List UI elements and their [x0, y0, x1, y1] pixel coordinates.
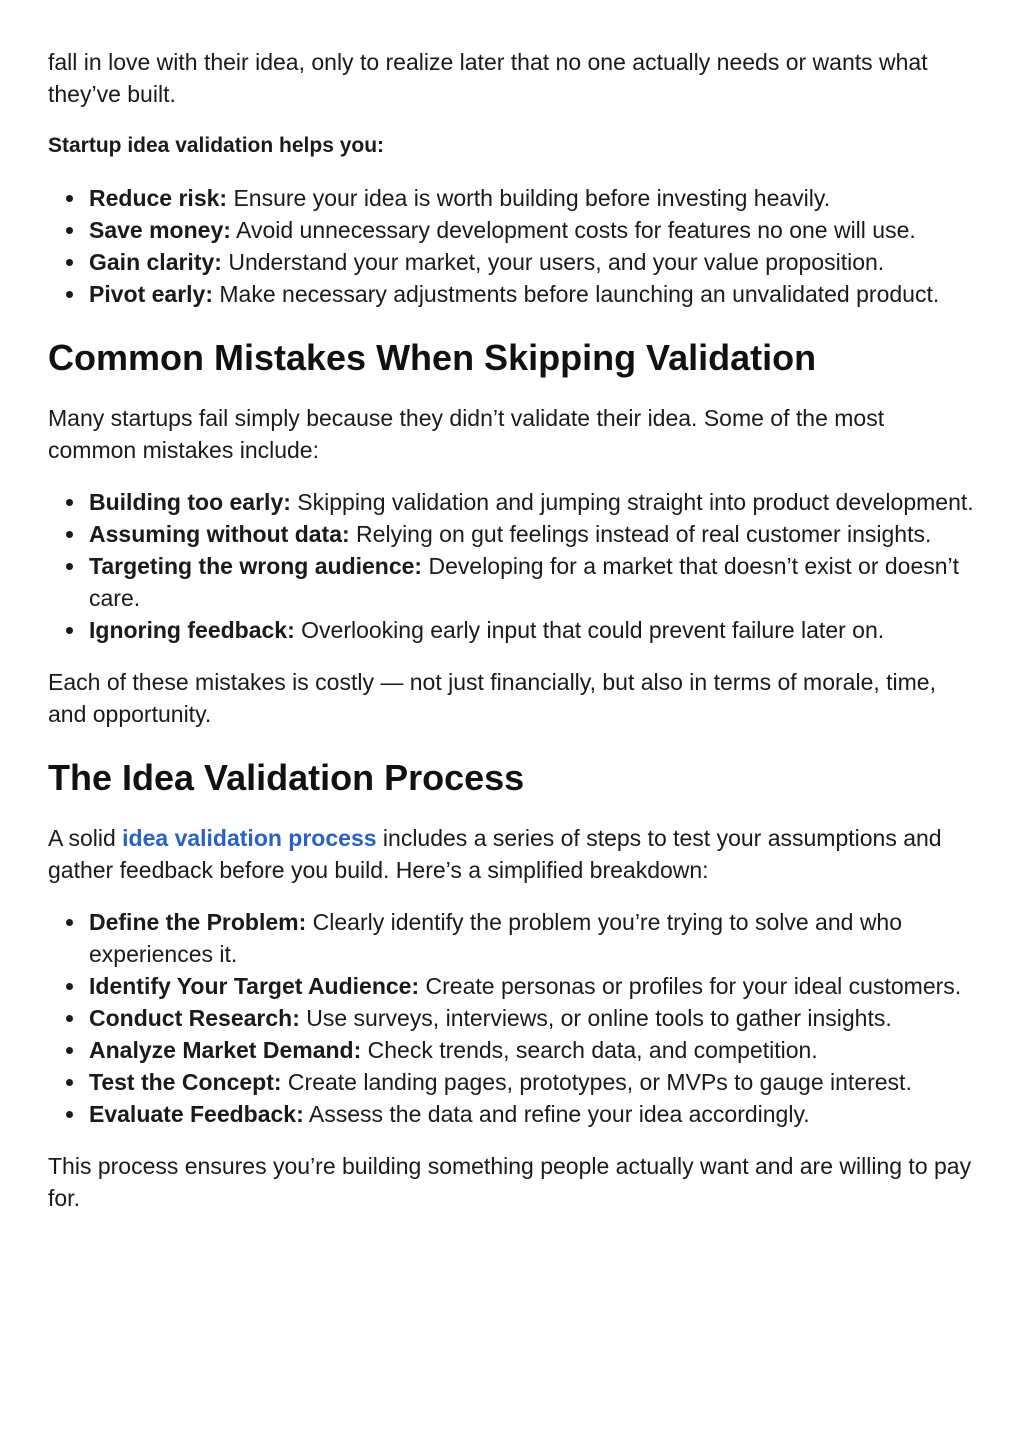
- item-desc: Assess the data and refine your idea accordingly.: [303, 1101, 810, 1127]
- item-term: Save money:: [89, 217, 231, 243]
- mistakes-outro: Each of these mistakes is costly — not just financially, but also in terms of morale, time, and opportunity.: [48, 669, 936, 727]
- item-term: Define the Problem:: [89, 909, 307, 935]
- item-desc: Overlooking early input that could prevent failure later on.: [294, 617, 885, 643]
- item-term: Identify Your Target Audience:: [89, 973, 420, 999]
- item-desc: Make necessary adjustments before launching an unvalidated product.: [213, 281, 940, 307]
- list-item: [89, 614, 976, 646]
- list-item: [89, 1066, 976, 1098]
- item-term: Pivot early:: [89, 281, 213, 307]
- item-desc: Create personas or profiles for your ideal customers.: [419, 973, 962, 999]
- process-heading: The Idea Validation Process: [48, 757, 525, 798]
- item-desc: Ensure your idea is worth building before investing heavily.: [227, 185, 831, 211]
- item-desc: Relying on gut feelings instead of real customer insights.: [349, 521, 932, 547]
- process-intro: [48, 822, 976, 886]
- item-desc: Skipping validation and jumping straight into product development.: [290, 489, 974, 515]
- item-desc: Avoid unnecessary development costs for features no one will use.: [230, 217, 916, 243]
- item-term: Targeting the wrong audience:: [89, 553, 423, 579]
- benefits-lead: Startup idea validation helps you:: [48, 134, 385, 157]
- process-intro-before: A solid: [48, 825, 123, 851]
- item-desc: Clearly identify the problem you’re trying to solve and who experiences it.: [89, 909, 903, 967]
- item-term: Test the Concept:: [89, 1069, 282, 1095]
- item-desc: Use surveys, interviews, or online tools to gather insights.: [299, 1005, 892, 1031]
- item-term: Building too early:: [89, 489, 291, 515]
- list-item: [89, 1098, 976, 1130]
- benefits-list: [48, 182, 976, 310]
- list-item: [89, 1034, 976, 1066]
- mistakes-heading: Common Mistakes When Skipping Validation: [48, 337, 817, 378]
- item-desc: Check trends, search data, and competition.: [361, 1037, 818, 1063]
- list-item: [89, 970, 976, 1002]
- process-list: [48, 906, 976, 1130]
- item-desc: Developing for a market that doesn’t exist or doesn’t care.: [89, 553, 960, 611]
- list-item: [89, 1002, 976, 1034]
- list-item: [89, 518, 976, 550]
- item-term: Conduct Research:: [89, 1005, 300, 1031]
- item-desc: Create landing pages, prototypes, or MVPs to gauge interest.: [281, 1069, 912, 1095]
- process-intro-after: includes a series of steps to test your assumptions and gather feedback before you build. Here’s a simplified breakdown:: [48, 825, 942, 883]
- process-outro: This process ensures you’re building something people actually want and are willing to pay for.: [48, 1153, 972, 1211]
- mistakes-intro: Many startups fail simply because they didn’t validate their idea. Some of the most common mistakes include:: [48, 405, 885, 463]
- item-term: Gain clarity:: [89, 249, 222, 275]
- list-item: [89, 214, 976, 246]
- item-term: Ignoring feedback:: [89, 617, 295, 643]
- item-desc: Understand your market, your users, and your value proposition.: [221, 249, 885, 275]
- list-item: [89, 486, 976, 518]
- idea-validation-process-link[interactable]: idea validation process: [122, 825, 377, 851]
- item-term: Evaluate Feedback:: [89, 1101, 304, 1127]
- list-item: [89, 278, 976, 310]
- intro-paragraph: fall in love with their idea, only to realize later that no one actually needs or wants what they’ve built.: [48, 49, 928, 107]
- list-item: [89, 246, 976, 278]
- list-item: [89, 550, 976, 614]
- item-term: Reduce risk:: [89, 185, 228, 211]
- item-term: Analyze Market Demand:: [89, 1037, 362, 1063]
- mistakes-list: [48, 486, 976, 646]
- item-term: Assuming without data:: [89, 521, 350, 547]
- list-item: [89, 182, 976, 214]
- list-item: [89, 906, 976, 970]
